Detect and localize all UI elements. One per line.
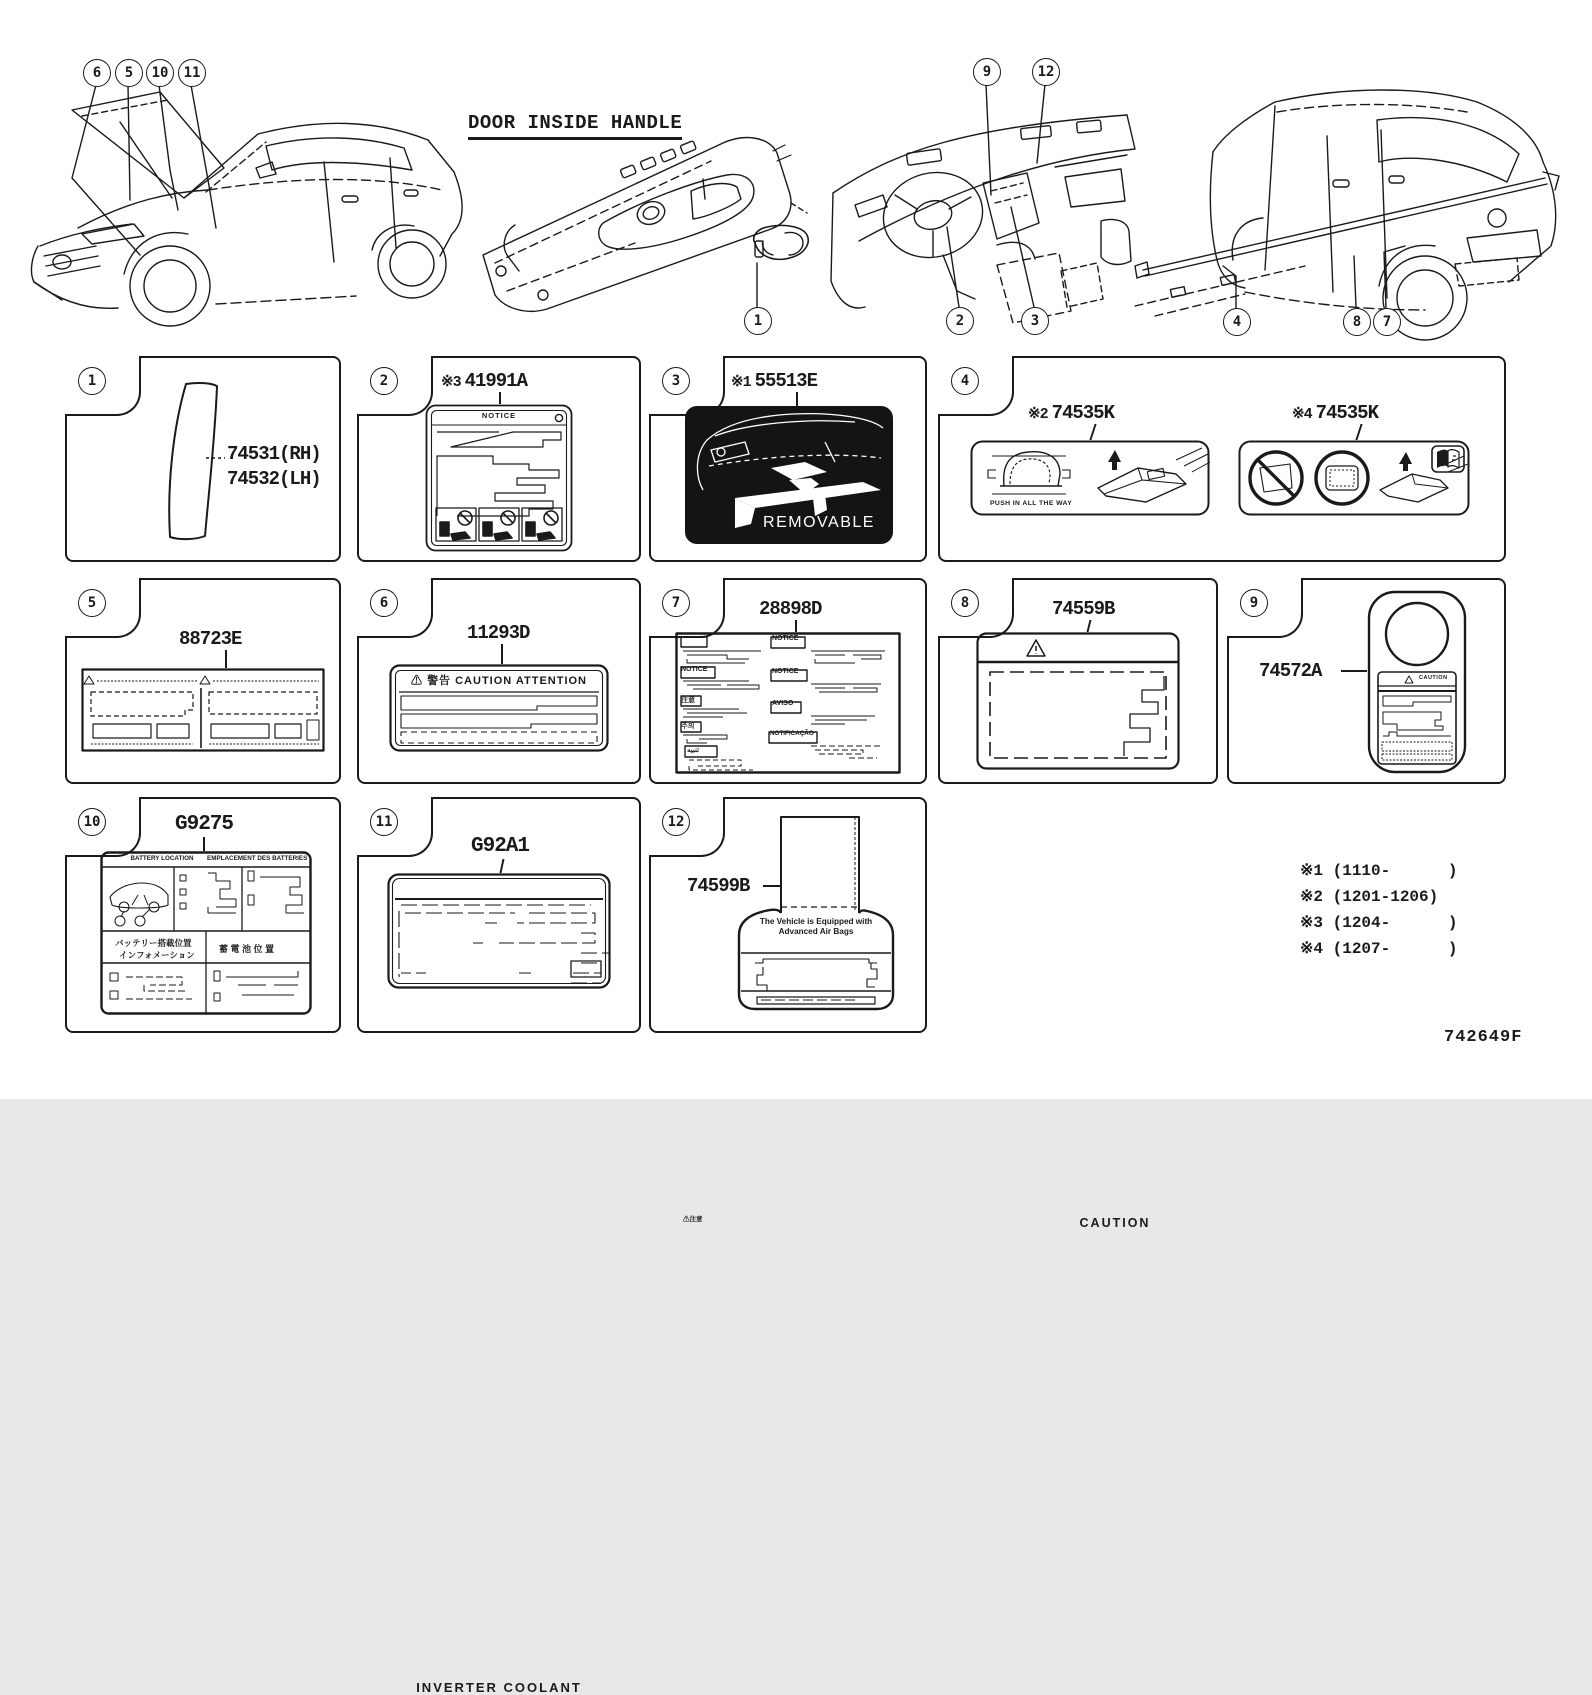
box-7-number: 7 [662, 589, 690, 617]
part-number-28898D: 28898D [759, 598, 822, 620]
box-3-number: 3 [662, 367, 690, 395]
callout-6: 6 [83, 59, 111, 87]
part-box-8 [938, 578, 1218, 1230]
part-number-G9275: G9275 [175, 813, 234, 836]
figure-number: 742649F [1444, 1028, 1523, 1047]
section-header-cn: 注意 [681, 697, 695, 704]
airbag-tag-line-2: Advanced Air Bags [778, 927, 854, 936]
battery-cn: 蓄 電 池 位 置 [219, 944, 275, 954]
notice-label-graphic [425, 404, 573, 552]
section-header-notice-2: NOTICE [772, 635, 799, 642]
callout-8: 8 [1343, 308, 1371, 336]
battery-header-fr: EMPLACEMENT DES BATTERIES [207, 855, 308, 862]
footnote-3: ※3 (1204- ) [1300, 914, 1458, 932]
section-header-kr: 주의 [681, 723, 695, 730]
part-box-5 [65, 578, 341, 784]
part-number-41991A: ※3 41991A [441, 370, 527, 392]
section-header-notice-3: NOTICE [772, 668, 799, 675]
part-number-74535K-a: ※2 74535K [1028, 402, 1114, 424]
part-box-12 [649, 797, 927, 1033]
part-number-74572A: 74572A [1259, 660, 1322, 682]
inverter-coolant-label [387, 873, 611, 989]
battery-location-label [100, 851, 312, 1015]
part-box-10 [65, 797, 341, 1033]
box-4-number: 4 [951, 367, 979, 395]
inverter-coolant-header: INVERTER COOLANT [416, 1680, 582, 1695]
callout-10: 10 [146, 59, 174, 87]
box-11-number: 11 [370, 808, 398, 836]
prohibition-icon [1250, 452, 1302, 504]
part-box-6 [357, 578, 641, 784]
box-12-number: 12 [662, 808, 690, 836]
correct-icon [1316, 452, 1368, 504]
callout-5: 5 [115, 59, 143, 87]
battery-caution-label [81, 668, 325, 752]
box-8-number: 8 [951, 589, 979, 617]
section-header-ar: تنبيه [687, 747, 700, 754]
part-number-74599B: 74599B [687, 875, 750, 897]
part-number-G92A1: G92A1 [471, 835, 530, 858]
footnote-2: ※2 (1201-1206) [1300, 888, 1439, 906]
callout-12: 12 [1032, 58, 1060, 86]
part-box-3 [649, 356, 927, 562]
battery-jp-2: インフォメーション [119, 950, 195, 960]
part-number-74535K-b: ※4 74535K [1292, 402, 1378, 424]
dashboard-illustration [815, 55, 1145, 345]
part-box-9 [1227, 578, 1506, 784]
box-6-number: 6 [370, 589, 398, 617]
battery-header-en: BATTERY LOCATION [130, 855, 194, 862]
removable-caption: REMOVABLE [763, 514, 875, 531]
caution-label-header: ⚠ 警告 CAUTION ATTENTION [411, 675, 587, 687]
callout-1: 1 [744, 307, 772, 335]
footnote-1: ※1 (1110- ) [1300, 862, 1458, 880]
notice-label-header: NOTICE [481, 411, 517, 420]
callout-7: 7 [1373, 308, 1401, 336]
airbag-tag [735, 813, 897, 1011]
part-box-2 [357, 356, 641, 562]
part-number-74531: 74531(RH) [227, 443, 321, 465]
part-number-55513E: ※1 55513E [731, 370, 817, 392]
callout-2: 2 [946, 307, 974, 335]
removable-label [685, 406, 893, 544]
battery-jp-1: バッテリー搭載位置 [115, 938, 192, 948]
hang-tag [1367, 590, 1467, 774]
part-number-74532: 74532(LH) [227, 468, 321, 490]
no-push-label [1238, 440, 1470, 516]
push-in-caption: PUSH IN ALL THE WAY [990, 500, 1073, 507]
box-1-number: 1 [78, 367, 106, 395]
section-header-notice-1: NOTICE [681, 666, 708, 673]
hang-tag-header: CAUTION [1419, 675, 1448, 681]
part-number-74559B: 74559B [1052, 598, 1115, 620]
section-header-aviso: AVISO [772, 700, 794, 707]
box-2-number: 2 [370, 367, 398, 395]
part-box-4 [938, 356, 1506, 562]
footnote-4: ※4 (1207- ) [1300, 940, 1458, 958]
rear-car-illustration [1125, 60, 1570, 350]
footnotes [1300, 858, 1457, 962]
illustration-title: DOOR INSIDE HANDLE [468, 112, 682, 140]
callout-3: 3 [1021, 307, 1049, 335]
callout-11: 11 [178, 59, 206, 87]
part-number-11293D: 11293D [467, 622, 530, 644]
part-number-88723E: 88723E [179, 628, 242, 650]
front-car-illustration [20, 50, 490, 340]
part-box-11 [357, 797, 641, 1695]
box-10-number: 10 [78, 808, 106, 836]
box-5-number: 5 [78, 589, 106, 617]
section-header-notificacao: NOTIFICAÇÃO [770, 730, 814, 737]
box-9-number: 9 [1240, 589, 1268, 617]
airbag-tag-line-1: The Vehicle is Equipped with [759, 917, 873, 926]
section-header: ⚠注意 [683, 1216, 703, 1223]
callout-4: 4 [1223, 308, 1251, 336]
caution-label [976, 632, 1180, 770]
warning-icon: ⚠ [411, 675, 423, 687]
caution-header: CAUTION [1079, 1216, 1151, 1230]
book-icon [1432, 446, 1464, 472]
callout-9: 9 [973, 58, 1001, 86]
part-box-1 [65, 356, 341, 562]
prohibition-icon [440, 511, 558, 540]
